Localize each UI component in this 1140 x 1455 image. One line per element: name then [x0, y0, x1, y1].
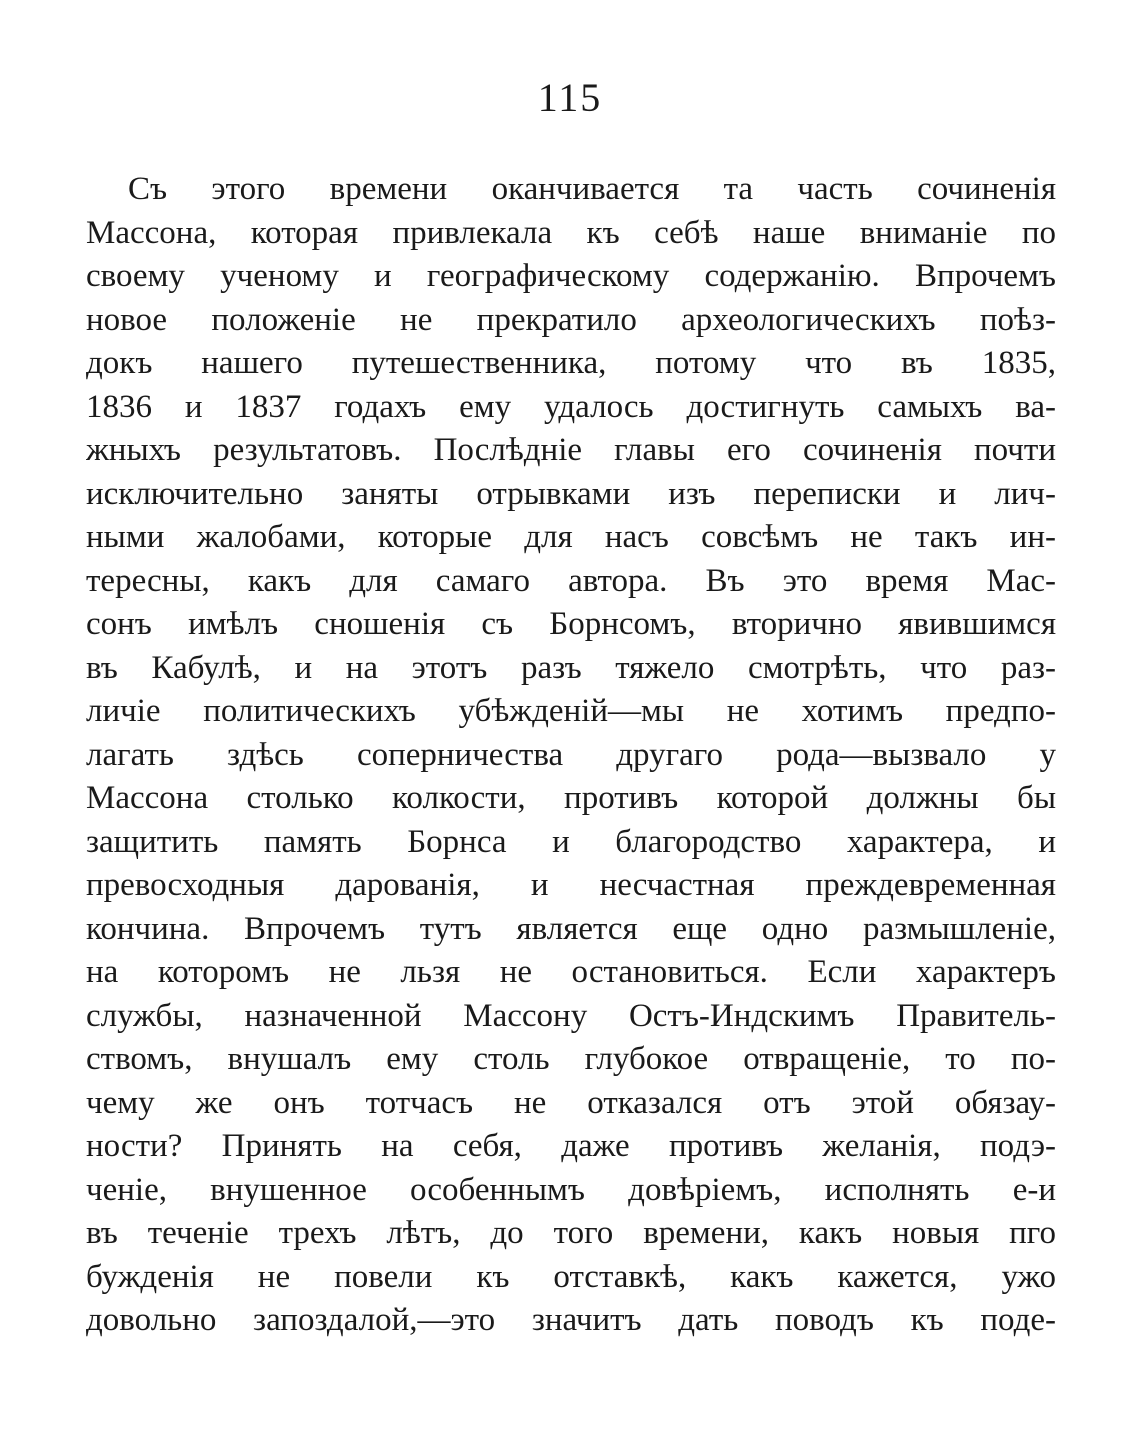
text-line: на которомъ не льзя не остановиться. Если характеръ: [86, 954, 1056, 990]
text-line: жныхъ результатовъ. Послѣдніе главы его сочиненія почти: [86, 432, 1056, 468]
text-line: ными жалобами, которые для насъ совсѣмъ не такъ ин-: [86, 519, 1056, 555]
text-line: кончина. Впрочемъ тутъ является еще одно размышленіе,: [86, 910, 1056, 947]
text-line: Массона, которая привлекала къ себѣ наше вниманіе по: [86, 214, 1056, 251]
text-line: 1836 и 1837 годахъ ему удалось достигнуть самыхъ ва-: [86, 388, 1056, 425]
text-line: новое положеніе не прекратило археологическихъ поѣз-: [86, 301, 1056, 338]
text-line: въ Кабулѣ, и на этотъ разъ тяжело смотрѣть, что раз-: [86, 649, 1056, 686]
text-line: бужденія не повели къ отставкѣ, какъ кажется, ужо: [86, 1258, 1056, 1295]
text-line: довольно запоздалой,—это значитъ дать поводъ къ поде-: [86, 1302, 1056, 1338]
text-line: превосходныя дарованія, и несчастная преждевременная: [86, 867, 1056, 903]
text-line: службы, назначенной Массону Остъ-Индскимъ Правитель-: [86, 997, 1056, 1034]
text-line: исключительно заняты отрывками изъ переписки и лич-: [86, 475, 1056, 512]
text-line: ности? Принять на себя, даже противъ желанія, подэ-: [86, 1128, 1056, 1164]
text-line: сонъ имѣлъ сношенія съ Борнсомъ, вторично явившимся: [86, 606, 1056, 642]
text-line: Массона столько колкости, противъ которой должны бы: [86, 780, 1056, 816]
text-line: лагать здѣсь соперничества другаго рода—вызвало у: [86, 736, 1056, 773]
text-line: чему же онъ тотчасъ не отказался отъ этой обязау-: [86, 1084, 1056, 1121]
text-line: докъ нашего путешественника, потому что въ 1835,: [86, 345, 1056, 381]
text-line: въ теченіе трехъ лѣтъ, до того времени, какъ новыя пго: [86, 1215, 1056, 1251]
text-line: своему ученому и географическому содержанію. Впрочемъ: [86, 258, 1056, 294]
text-line: тересны, какъ для самаго автора. Въ это время Мас-: [86, 562, 1056, 599]
text-line: личіе политическихъ убѣжденій—мы не хотимъ предпо-: [86, 693, 1056, 729]
text-line: Съ этого времени оканчивается та часть сочиненія: [128, 171, 1056, 207]
text-line: ствомъ, внушалъ ему столь глубокое отвращеніе, то по-: [86, 1041, 1056, 1077]
body-text: [86, 168, 1056, 1343]
text-line: защитить память Борнса и благородство характера, и: [86, 823, 1056, 860]
page-number: 115: [537, 75, 603, 120]
text-line: ченіе, внушенное особеннымъ довѣріемъ, исполнять е-и: [86, 1171, 1056, 1208]
